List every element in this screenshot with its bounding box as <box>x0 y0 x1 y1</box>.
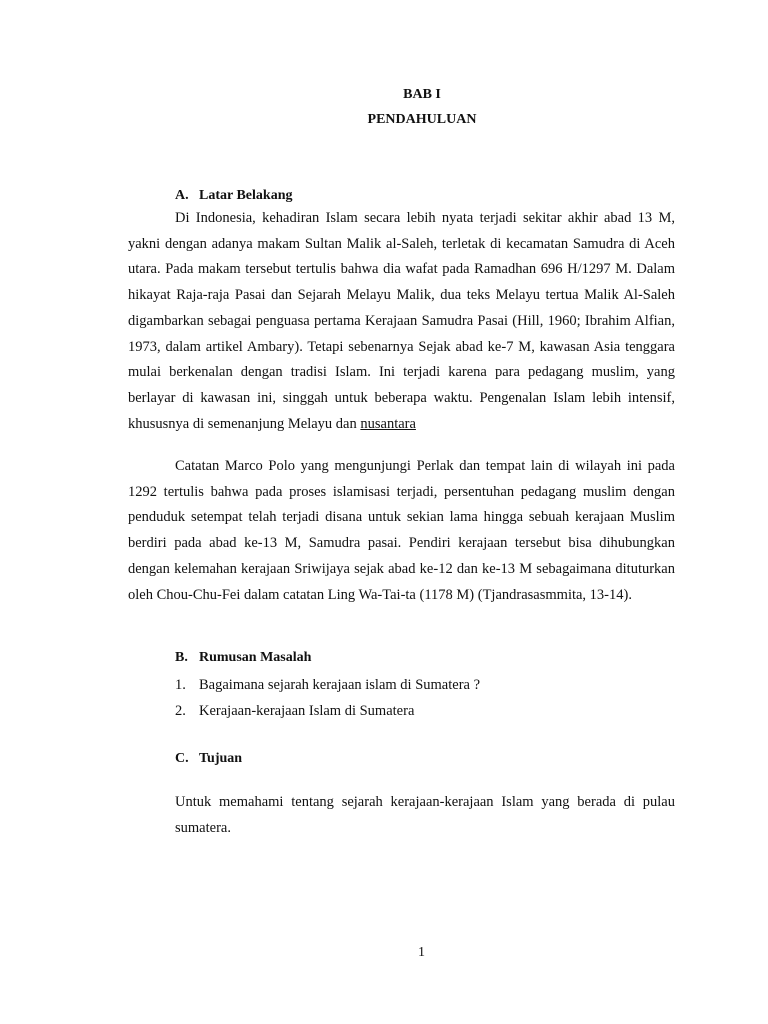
section-c-letter: C. <box>175 751 189 766</box>
section-b-heading <box>175 650 311 666</box>
chapter-title: PENDAHULUAN <box>367 112 477 127</box>
purpose-paragraph: Untuk memahami tentang sejarah kerajaan-kerajaan Islam yang berada di pulau sumatera. <box>175 794 675 836</box>
list-item-text: Bagaimana sejarah kerajaan islam di Sumatera ? <box>199 677 481 693</box>
background-paragraph-2: Catatan Marco Polo yang mengunjungi Perlak dan tempat lain di wilayah ini pada 1292 tertulis bahwa pada proses islamisasi terjadi, persentuhan pedagang muslim dengan penduduk setempat telah terjadi disana untuk sekian lama hingga sebuah kerajaan Muslim berdiri pada abad ke-13 M, Samudra pasai. Pendiri kerajaan tersebut bisa dihubungkan dengan kelemahan kerajaan Sriwijaya sejak abad ke-12 dan ke-13 M sebagaimana dituturkan oleh Chou-Chu-Fei dalam catatan Ling Wa-Tai-ta (1178 M) (Tjandrasasmmita, 13-14). <box>128 458 675 603</box>
list-item <box>175 673 480 699</box>
list-item-text: Kerajaan-kerajaan Islam di Sumatera <box>199 702 415 719</box>
section-a-letter: A. <box>175 188 189 203</box>
section-c-heading <box>175 751 242 767</box>
background-paragraph-1 <box>128 206 675 437</box>
list-item-number: 2. <box>175 702 186 719</box>
chapter-number: BAB I <box>403 87 441 102</box>
section-a-title: Latar Belakang <box>199 188 293 203</box>
background-paragraph-1-text: Di Indonesia, kehadiran Islam secara lebih nyata terjadi sekitar akhir abad 13 M, yakni dengan adanya makam Sultan Malik al-Saleh, terletak di kecamatan Samudra di Aceh utara. Pada makam tersebut tertulis bahwa dia wafat pada Ramadhan 696 H/1297 M. Dalam hikayat Raja-raja Pasai dan Sejarah Melayu Malik, dua teks Melayu tertua Malik Al-Saleh digambarkan sebagai penguasa pertama Kerajaan Samudra Pasai (Hill, 1960; Ibrahim Alfian, 1973, dalam artikel Ambary). Tetapi sebenarnya Sejak abad ke-7 M, kawasan Asia tenggara mulai berkenalan dengan tradisi Islam. Ini terjadi karena para pedagang muslim, yang berlayar di kawasan ini, singgah untuk beberapa waktu. Pengenalan Islam lebih intensif, khususnya di semenanjung Melayu dan <box>128 210 675 432</box>
section-b-title: Rumusan Masalah <box>199 650 312 665</box>
list-item-number: 1. <box>175 677 186 693</box>
section-a-heading <box>175 188 292 204</box>
section-b-letter: B. <box>175 650 188 665</box>
section-c-title: Tujuan <box>199 751 243 766</box>
page-number: 1 <box>418 945 425 960</box>
list-item <box>175 699 480 725</box>
nusantara-link[interactable]: nusantara <box>360 415 416 432</box>
problem-list <box>175 673 480 724</box>
